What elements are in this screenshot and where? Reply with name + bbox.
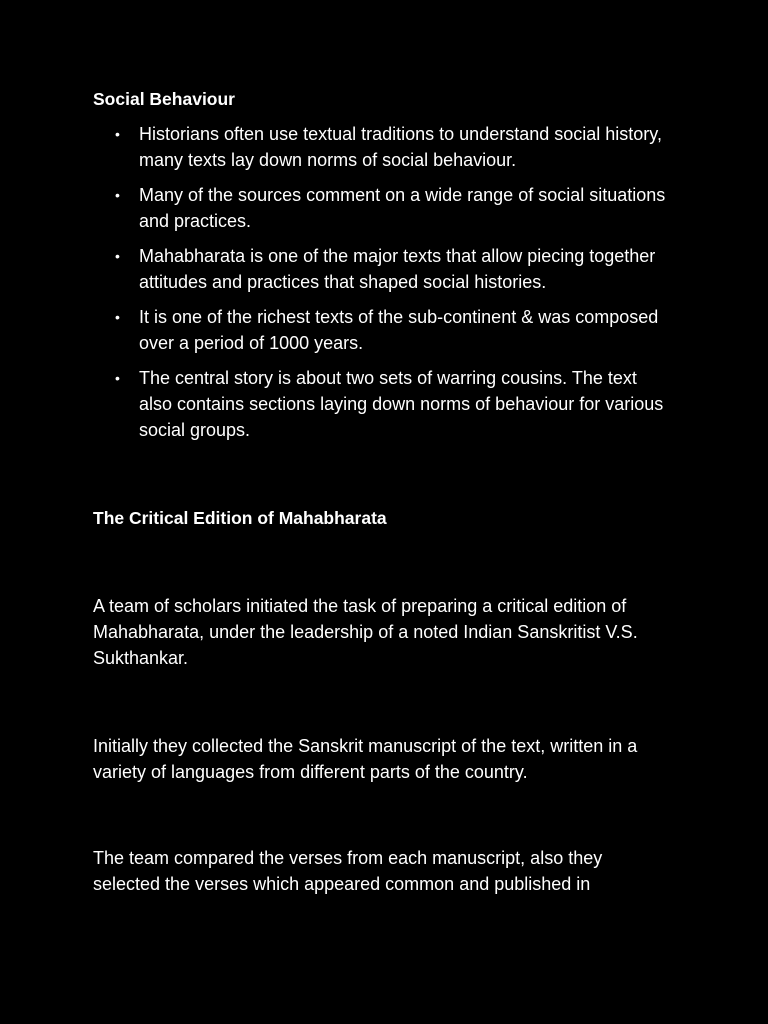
list-item [93, 121, 669, 173]
bullet-icon: • [115, 248, 120, 264]
bullet-icon: • [115, 370, 120, 386]
paragraph: Initially they collected the Sanskrit manuscript of the text, written in a variety of languages from different parts of the country. [93, 736, 638, 782]
paragraph: The team compared the verses from each manuscript, also they selected the verses which appeared common and published in [93, 848, 603, 894]
bullet-icon: • [115, 126, 120, 142]
list-item-text: Historians often use textual traditions to understand social history, many texts lay down norms of social behaviour. [139, 124, 662, 170]
section-heading-social-behaviour: Social Behaviour [93, 89, 235, 109]
list-item-text: Mahabharata is one of the major texts that allow piecing together attitudes and practices that shaped social histories. [139, 246, 656, 292]
list-item-text: The central story is about two sets of warring cousins. The text also contains sections laying down norms of behaviour for various social groups. [139, 368, 664, 440]
list-item [93, 182, 669, 234]
list-item [93, 243, 669, 295]
document-page [93, 86, 673, 894]
list-item [93, 304, 669, 356]
bullet-icon: • [115, 187, 120, 203]
paragraph: A team of scholars initiated the task of preparing a critical edition of Mahabharata, under the leadership of a noted Indian Sanskritist V.S. Sukthankar. [93, 596, 638, 668]
bullet-icon: • [115, 309, 120, 325]
list-item [93, 365, 669, 443]
bullet-list [93, 121, 673, 443]
section-heading-critical-edition: The Critical Edition of Mahabharata [93, 508, 387, 528]
list-item-text: Many of the sources comment on a wide range of social situations and practices. [139, 185, 666, 231]
list-item-text: It is one of the richest texts of the sub-continent & was composed over a period of 1000 years. [139, 307, 659, 353]
